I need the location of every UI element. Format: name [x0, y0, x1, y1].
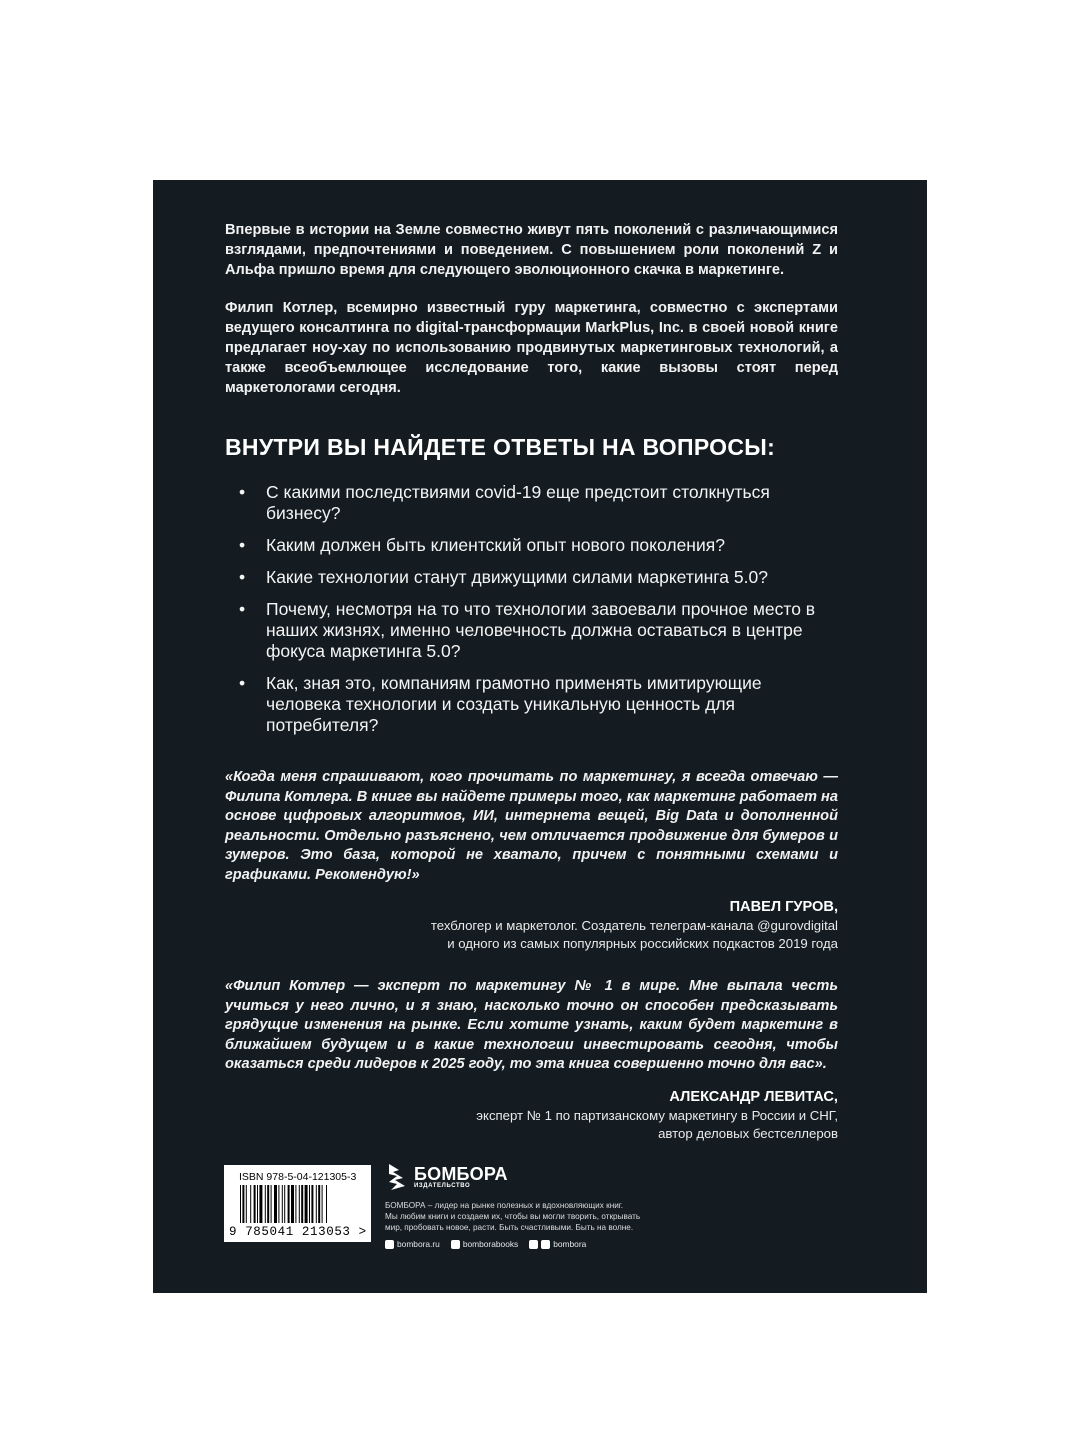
book-back-cover	[153, 180, 927, 1293]
publisher-logo	[385, 1162, 675, 1192]
list-item: • Каким должен быть клиентский опыт нового поколения?	[239, 535, 725, 555]
list-item: • С какими последствиями covid-19 еще предстоит столкнуться бизнесу?	[239, 482, 770, 523]
telegram-icon	[541, 1240, 550, 1249]
questions-list	[239, 482, 839, 747]
publisher-info	[385, 1162, 675, 1249]
quote-block-1	[225, 768, 838, 953]
publisher-name: БОМБОРА	[414, 1164, 508, 1184]
intro-text	[225, 220, 838, 398]
list-item: • Как, зная это, компаниям грамотно применять имитирующие человека технологии и создать уникальную ценность для потребителя?	[239, 673, 762, 735]
bullet-icon: •	[239, 673, 246, 693]
publisher-subtitle: ИЗДАТЕЛЬСТВО	[414, 1183, 471, 1189]
quote-block-2	[225, 977, 838, 1143]
bullet-icon: •	[239, 482, 246, 502]
author-role-line: и одного из самых популярных российских подкастов 2019 года	[447, 936, 838, 951]
plus-icon	[529, 1240, 538, 1249]
social-vk[interactable]: bomborabooks	[451, 1239, 518, 1249]
author-name: АЛЕКСАНДР ЛЕВИТАС,	[669, 1088, 838, 1105]
author-role-line: эксперт № 1 по партизанскому маркетингу в России и СНГ,	[476, 1107, 838, 1123]
quote-text: «Когда меня спрашивают, кого прочитать по маркетингу, я всегда отвечаю — Филипа Котлера. В книге вы найдете примеры того, как маркетинг работает на основе цифровых алгоритмов, ИИ, интернета вещей, Big Data и дополненной реальности. Отдельно разъяснено, чем отличается продвижение для бумеров и зумеров. Это база, которой не хватало, причем с понятными схемами и графиками. Рекомендую!»	[225, 769, 838, 883]
isbn-label: ISBN 978-5-04-121305-3	[239, 1171, 357, 1183]
intro-paragraph-2: Филип Котлер, всемирно известный гуру маркетинга, совместно с экспертами ведущего консалтинга по digital-трансформации MarkPlus, Inc. в своей новой книге предлагает ноу-хау по использованию продвинутых маркетинговых технологий, а также всеобъемлющее исследование того, какие вызовы стоят перед маркетологами сегодня.	[225, 300, 838, 396]
bullet-icon: •	[239, 535, 246, 555]
bullet-icon: •	[239, 567, 246, 587]
author-role-line: техблогер и маркетолог. Создатель телеграм-канала @gurovdigital	[430, 918, 838, 933]
quote-author	[225, 897, 838, 953]
social-links	[385, 1239, 675, 1249]
intro-paragraph-1: Впервые в истории на Земле совместно живут пять поколений с различающимися взглядами, предпочтениями и поведением. С повышением роли поколений Z и Альфа пришло время для следующего эволюционного скачка в маркетинге.	[225, 222, 838, 278]
author-role-line: автор деловых бестселлеров	[658, 1125, 838, 1141]
questions-heading: ВНУТРИ ВЫ НАЙДЕТЕ ОТВЕТЫ НА ВОПРОСЫ:	[225, 434, 776, 460]
barcode-icon	[238, 1185, 363, 1223]
vk-icon	[451, 1240, 460, 1249]
list-item: • Какие технологии станут движущими силами маркетинга 5.0?	[239, 567, 768, 587]
isbn-digits: 9 785041 213053 >	[229, 1225, 367, 1239]
isbn-barcode-box	[224, 1165, 371, 1242]
bombora-logo-icon	[385, 1162, 409, 1192]
list-item: • Почему, несмотря на то что технологии завоевали прочное место в наших жизнях, именно человечность должна оставаться в центре фокуса маркетинга 5.0?	[239, 599, 816, 661]
instagram-icon	[385, 1240, 394, 1249]
social-site[interactable]: bombora.ru	[385, 1239, 440, 1249]
quote-author	[225, 1087, 838, 1143]
publisher-description: БОМБОРА – лидер на рынке полезных и вдохновляющих книг. Мы любим книги и создаем их, чтобы вы могли творить, открывать мир, пробовать новое, расти. Быть счастливыми. Быть на волне.	[385, 1201, 641, 1232]
bullet-icon: •	[239, 599, 246, 619]
author-name: ПАВЕЛ ГУРОВ,	[729, 899, 838, 915]
quote-text: «Филип Котлер — эксперт по маркетингу № 1 в мире. Мне выпала честь учиться у него лично, и я знаю, насколько точно он способен предсказывать грядущие изменения на рынке. Если хотите узнать, каким будет маркетинг в ближайшем будущем и в какие технологии инвестировать сегодня, чтобы оказаться среди лидеров к 2025 году, то эта книга совершенно точно для вас».	[225, 978, 838, 1072]
social-telegram[interactable]: bombora	[529, 1239, 586, 1249]
